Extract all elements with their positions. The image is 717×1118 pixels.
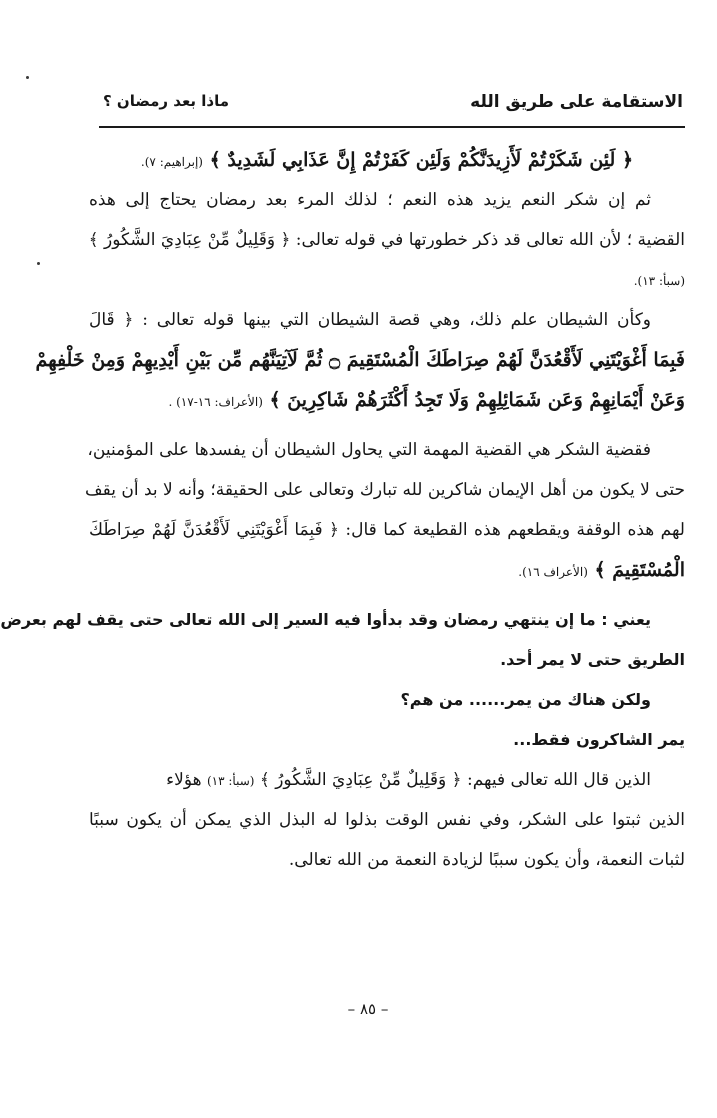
verse-line bbox=[89, 380, 685, 420]
header-rule bbox=[99, 126, 685, 128]
chapter-title: ماذا بعد رمضان ؟ bbox=[103, 92, 230, 110]
paragraph-line: القضية ؛ لأن الله تعالى قد ذكر خطورتها في قوله تعالى: ﴿ وَقَلِيلٌ مِّنْ عِبَادِيَ الشَّكُورُ ﴾ bbox=[88, 230, 685, 250]
verse-reference: (سبأ: ١٣) bbox=[206, 774, 255, 788]
paragraph-line bbox=[89, 260, 685, 300]
paragraph-line bbox=[89, 760, 685, 800]
bold-line: الطريق حتى لا يمر أحد. bbox=[500, 650, 685, 669]
quran-verse: الْمُسْتَقِيمَ ﴾ bbox=[594, 559, 685, 581]
paragraph-line: وكأن الشيطان علم ذلك، وهي قصة الشيطان التي بينها قوله تعالى : ﴿ قَالَ bbox=[89, 310, 651, 330]
bold-line: ولكن هناك من يمر...... من هم؟ bbox=[400, 690, 651, 709]
paragraph-line: ثم إن شكر النعم يزيد هذه النعم ؛ لذلك المرء بعد رمضان يحتاج إلى هذه bbox=[89, 190, 651, 210]
verse-reference: (سبأ: ١٣). bbox=[633, 274, 685, 288]
verse-reference: (الأعراف: ١٦-١٧) . bbox=[168, 395, 263, 409]
paragraph-gap bbox=[89, 420, 685, 430]
paragraph-line: لثبات النعمة، وأن يكون سببًا لزيادة النعمة من الله تعالى. bbox=[288, 850, 685, 870]
verse-reference: (الأعراف ١٦). bbox=[518, 565, 588, 579]
scan-speck bbox=[37, 262, 40, 265]
bold-line: يمر الشاكرون فقط... bbox=[513, 730, 685, 749]
paragraph-text: هؤلاء bbox=[166, 770, 202, 790]
page-body bbox=[0, 140, 685, 880]
paragraph-line: حتى لا يكون من أهل الإيمان شاكرين لله تبارك وتعالى على الحقيقة؛ وأنه لا بد أن يقف bbox=[85, 480, 685, 500]
book-title: الاستقامة على طريق الله bbox=[470, 92, 683, 112]
scan-speck bbox=[26, 76, 29, 79]
paragraph-text: الذين قال الله تعالى فيهم: ﴿ وَقَلِيلٌ مِّنْ عِبَادِيَ الشَّكُورُ ﴾ bbox=[259, 770, 651, 790]
running-header bbox=[99, 88, 685, 124]
quran-verse: ﴿ لَئِن شَكَرْتُمْ لَأَزِيدَنَّكُمْ وَلَئِن كَفَرْتُمْ إِنَّ عَذَابِي لَشَدِيدٌ ﴾ bbox=[209, 149, 634, 171]
paragraph-gap bbox=[89, 590, 685, 600]
verse-line bbox=[89, 550, 685, 590]
verse-reference: (إبراهيم: ٧). bbox=[140, 155, 203, 169]
verse-line: فَبِمَا أَغْوَيْتَنِي لَأَقْعُدَنَّ لَهُمْ صِرَاطَكَ الْمُسْتَقِيمَ ۝ ثُمَّ لَآتِيَنَّهُم مِّن بَيْنِ أَيْدِيهِمْ وَمِنْ خَلْفِهِمْ bbox=[35, 349, 685, 371]
quran-verse: وَعَنْ أَيْمَانِهِمْ وَعَن شَمَائِلِهِمْ وَلَا تَجِدُ أَكْثَرَهُمْ شَاكِرِينَ ﴾ bbox=[269, 389, 685, 411]
paragraph-line: لهم هذه الوقفة ويقطعهم هذه القطيعة كما قال: ﴿ فَبِمَا أَغْوَيْتَنِي لَأَقْعُدَنَّ لَهُمْ صِرَاطَكَ bbox=[89, 520, 685, 540]
paragraph-line: الذين ثبتوا على الشكر، وفي نفس الوقت بذلوا له البذل الذي يمكن أن يكون سببًا bbox=[89, 810, 685, 830]
bold-line: يعني : ما إن ينتهي رمضان وقد بدأوا فيه السير إلى الله تعالى حتى يقف لهم بعرض bbox=[0, 610, 651, 629]
verse-line bbox=[89, 140, 685, 180]
page-number: – ٨٥ – bbox=[347, 1000, 389, 1018]
paragraph-line: فقضية الشكر هي القضية المهمة التي يحاول الشيطان أن يفسدها على المؤمنين، bbox=[87, 440, 651, 460]
